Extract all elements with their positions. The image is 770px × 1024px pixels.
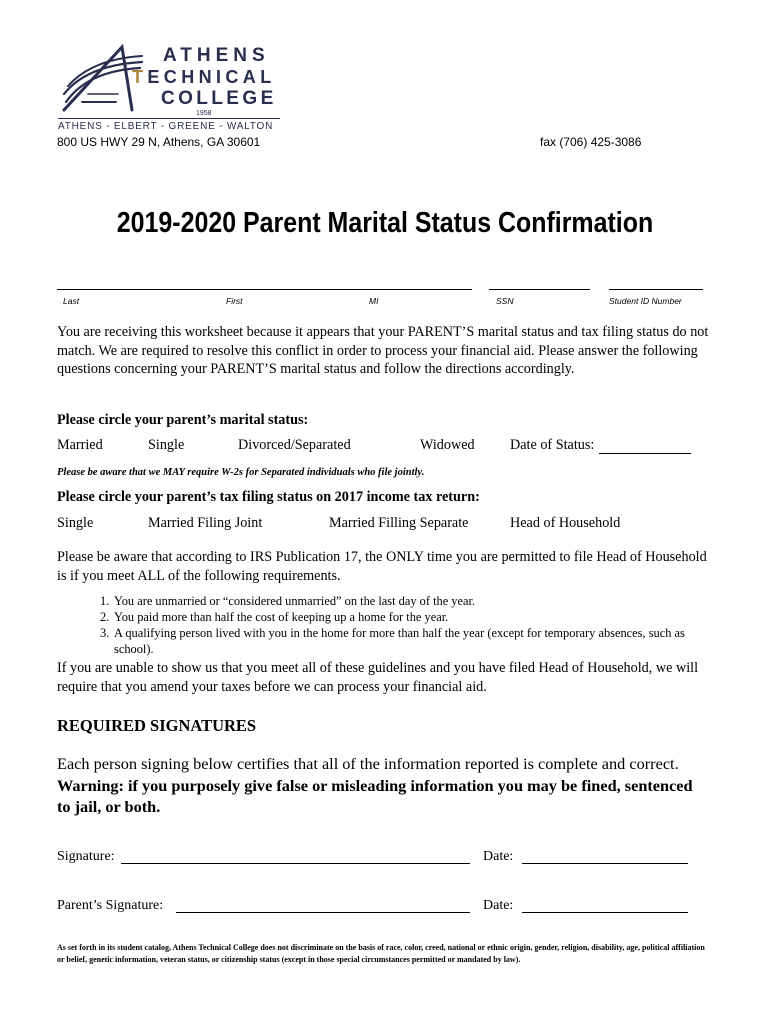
marital-option-divorced-separated[interactable]: Divorced/Separated [238,437,351,453]
signature-label: Signature: [57,849,115,864]
student-id-input-line[interactable] [609,289,703,290]
ssn-input-line[interactable] [489,289,590,290]
tax-filing-heading: Please circle your parent’s tax filing status on 2017 income tax return: [57,489,480,505]
signature-date-input-line[interactable] [522,863,688,864]
list-item: 3. A qualifying person lived with you in the home for more than half the year (except for temporary absences, such as school). [100,626,685,656]
tax-option-married-filing-joint[interactable]: Married Filing Joint [148,515,263,531]
w2-note: Please be aware that we MAY require W-2s for Separated individuals who file jointly. [57,467,425,478]
student-id-label: Student ID Number [609,296,682,306]
nondiscrimination-footer: As set forth in its student catalog, Athens Technical College does not discriminate on the basis of race, color, creed, national or ethnic origin, gender, religion, disability, age, political affiliation or belief, genetic information, veteran status, or citizenship status (except in those special circumstances permitted or mandated by law). [57,943,705,964]
logo-divider [58,118,280,119]
logo-campuses: ATHENS - ELBERT - GREENE - WALTON [58,121,274,132]
irs-intro-paragraph: Please be aware that according to IRS Publication 17, the ONLY time you are permitted to file Head of Household is if you meet ALL of the following requirements. [57,549,707,584]
required-signatures-heading: REQUIRED SIGNATURES [57,716,257,735]
parent-date-input-line[interactable] [522,912,688,913]
marital-option-single[interactable]: Single [148,437,185,453]
last-name-label: Last [63,296,80,306]
name-input-line[interactable] [57,289,472,290]
certification-paragraph: Each person signing below certifies that all of the information reported is complete and correct. Warning: if you purposely give false or misleading information you may be fined, sentenced to jail, or both. [57,754,693,816]
parent-signature-input-line[interactable] [176,912,470,913]
requirements-list [100,593,720,657]
logo-wordmark-athens: ATHENS [163,45,270,66]
date-of-status-label: Date of Status: [510,437,595,453]
middle-initial-label: MI [369,296,379,306]
college-fax: fax (706) 425-3086 [540,135,642,149]
parent-date-label: Date: [483,898,514,913]
logo-year: 1958 [196,110,212,117]
ssn-label: SSN [496,296,514,306]
first-name-label: First [226,296,243,306]
logo-wordmark-technical: TECHNICAL [132,67,276,87]
marital-status-heading: Please circle your parent’s marital status: [57,412,309,428]
signature-date-label: Date: [483,849,514,864]
warning-text: Warning: if you purposely give false or misleading information you may be fined, sentenced to jail, or both. [57,775,693,816]
tax-option-single[interactable]: Single [57,515,94,531]
date-of-status-input-line[interactable] [599,453,691,454]
intro-paragraph: You are receiving this worksheet because it appears that your PARENT’S marital status and tax filing status do not match. We are required to resolve this conflict in order to process your financial aid. Please answer the following questions concerning your PARENT’S marital status and follow the directions accordingly. [57,324,709,377]
page-title: 2019-2020 Parent Marital Status Confirmation [116,207,654,239]
list-item: 2. You paid more than half the cost of keeping up a home for the year. [100,610,449,624]
tax-option-married-filing-separate[interactable]: Married Filling Separate [329,515,469,531]
irs-closing-paragraph: If you are unable to show us that you meet all of these guidelines and you have filed Head of Household, we will require that you amend your taxes before we can process your financial aid. [57,660,699,695]
marital-option-married[interactable]: Married [57,437,103,453]
list-item: 1. You are unmarried or “considered unmarried” on the last day of the year. [100,594,476,608]
parent-signature-label: Parent’s Signature: [57,898,164,913]
tax-option-head-of-household[interactable]: Head of Household [510,515,621,531]
signature-input-line[interactable] [121,863,470,864]
marital-option-widowed[interactable]: Widowed [420,437,475,453]
logo-wordmark-college: COLLEGE [161,88,277,109]
college-address: 800 US HWY 29 N, Athens, GA 30601 [57,135,261,149]
